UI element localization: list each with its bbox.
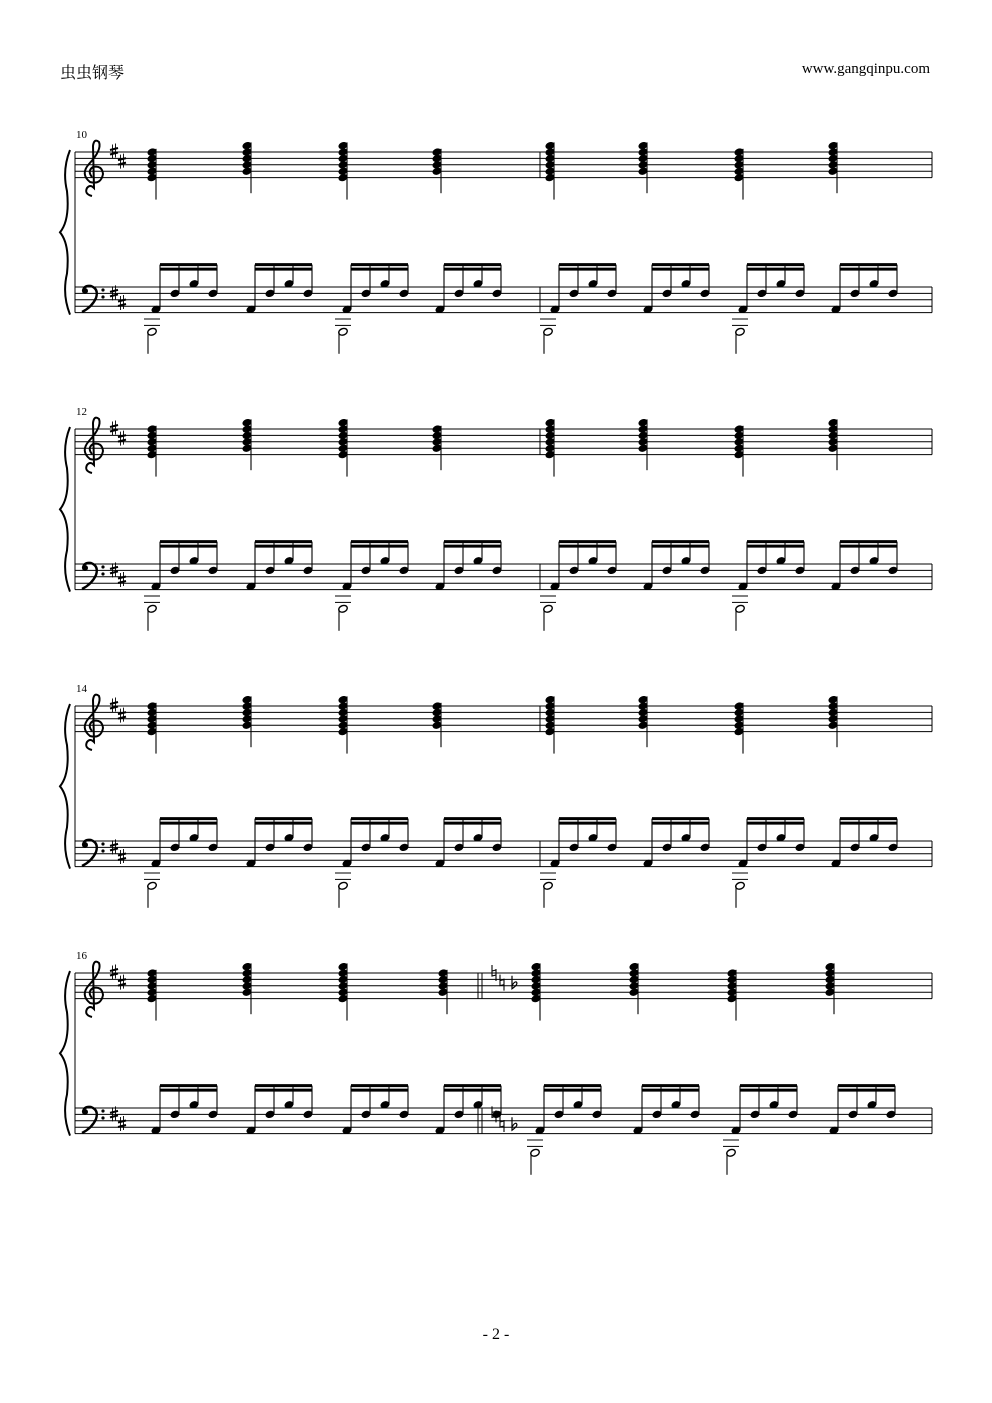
bass-clef-icon: [82, 288, 88, 294]
sharp-icon: [110, 848, 118, 850]
bass-clef-icon: [101, 1116, 104, 1119]
brace: [60, 150, 70, 315]
sharp-icon: [110, 707, 118, 709]
natural-icon: [500, 1116, 504, 1132]
bass-clef-icon: [101, 849, 104, 852]
site-name: 虫虫钢琴: [60, 63, 125, 82]
brace: [60, 427, 70, 592]
treble-clef-icon: [85, 962, 103, 1017]
treble-clef-icon: [85, 695, 103, 750]
sharp-icon: [110, 1111, 118, 1113]
treble-clef-icon: [85, 141, 103, 196]
sharp-icon: [110, 702, 118, 704]
brace: [60, 704, 70, 869]
page-number: - 2 -: [482, 1326, 510, 1343]
measure-number: 16: [76, 950, 87, 962]
sharp-icon: [110, 430, 118, 432]
bass-clef-icon: [82, 565, 88, 571]
sharp-icon: [110, 844, 118, 846]
sharp-icon: [110, 425, 118, 427]
site-url: www.gangqinpu.com: [801, 61, 930, 77]
bass-clef-icon: [101, 288, 104, 291]
measure-number: 10: [76, 129, 87, 141]
flat-icon: [512, 976, 517, 989]
sharp-icon: [110, 567, 118, 569]
sharp-icon: [110, 1115, 118, 1117]
measure-number: 12: [76, 406, 87, 418]
bass-clef-icon: [101, 842, 104, 845]
treble-clef-icon: [85, 418, 103, 473]
sharp-icon: [110, 974, 118, 976]
measure-number: 14: [76, 683, 87, 695]
sharp-icon: [110, 969, 118, 971]
flat-icon: [512, 1117, 517, 1130]
bass-clef-icon: [82, 842, 88, 848]
sharp-icon: [110, 571, 118, 573]
bass-clef-icon: [101, 1109, 104, 1112]
bass-clef-icon: [101, 572, 104, 575]
bass-clef-icon: [101, 295, 104, 298]
sharp-icon: [110, 290, 118, 292]
bass-clef-icon: [82, 1109, 88, 1115]
sharp-icon: [110, 148, 118, 150]
sharp-icon: [110, 153, 118, 155]
natural-icon: [500, 975, 504, 991]
brace: [60, 971, 70, 1136]
bass-clef-icon: [101, 565, 104, 568]
sharp-icon: [110, 294, 118, 296]
